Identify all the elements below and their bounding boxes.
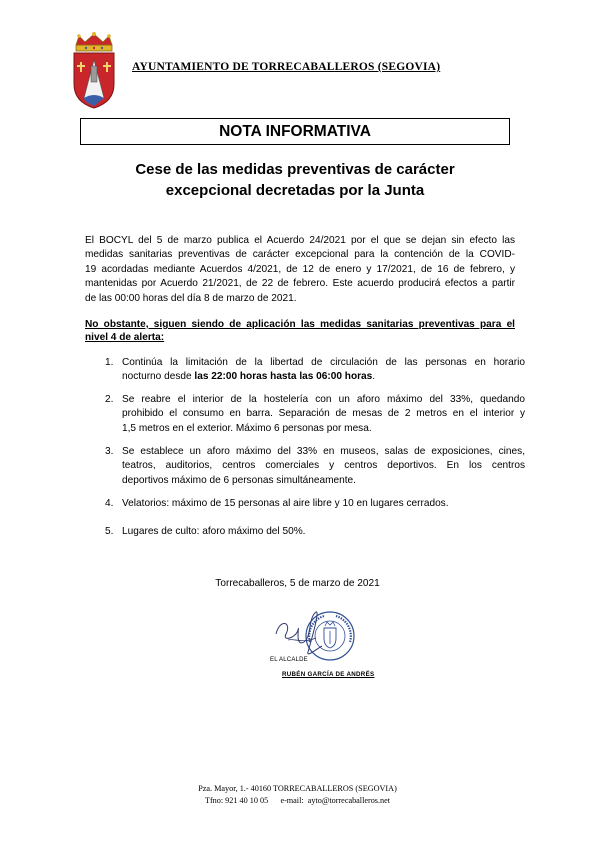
municipality-header: AYUNTAMIENTO DE TORRECABALLEROS (SEGOVIA) [132, 61, 441, 73]
coat-of-arms-icon [70, 32, 118, 110]
alert-level-notice [85, 318, 515, 344]
signer-name: RUBÉN GARCÍA DE ANDRÉS [282, 671, 375, 678]
main-heading-line: excepcional decretadas por la Junta [165, 182, 425, 199]
footer-contact: Tfno: 921 40 10 05 e-mail: ayto@torrecaballeros.net [204, 796, 391, 805]
intro-line: 19 acordadas mediante Acuerdos 4/2021, de 12 de enero y 17/2021, de 16 de febrero, y [85, 263, 515, 275]
document-type-title: NOTA INFORMATIVA [219, 122, 371, 140]
measure-number: 4. [105, 498, 114, 509]
measure-line: deportivos máximo de 6 personas simultáneamente. [122, 474, 356, 486]
intro-line: El BOCYL del 5 de marzo publica el Acuerdo 24/2021 por el que se dejan sin efecto las [85, 235, 515, 246]
measure-text: . [372, 371, 376, 383]
measure-line: Se reabre el interior de la hostelería con un aforo máximo del 33%, quedando [122, 394, 525, 405]
intro-line: de las 00:00 horas del día 8 de marzo de 2021. [85, 292, 297, 304]
notice-title-box [80, 118, 510, 145]
measure-line: prohibido el consumo en barra. Separación de mesas de 2 metros en el interior y [122, 408, 525, 420]
signer-title: EL ALCALDE [270, 657, 308, 663]
crown-icon [76, 32, 112, 51]
curfew-hours: las 22:00 horas hasta las 06:00 horas [194, 371, 373, 383]
measure-number: 2. [105, 394, 114, 405]
measure-number: 3. [105, 446, 114, 457]
measure-line [122, 370, 525, 384]
official-seal-icon [306, 612, 354, 660]
measure-number: 5. [105, 526, 114, 537]
notice-line: No obstante, siguen siendo de aplicación las medidas sanitarias preventivas para el [85, 319, 515, 330]
intro-line: mantenidas por Acuerdo 21/2021, de 22 de febrero. Este acuerdo producirá efectos a partir [85, 278, 515, 290]
measure-line: Velatorios: máximo de 15 personas al aire libre y 10 en lugares cerrados. [122, 498, 449, 509]
footer-address: Pza. Mayor, 1.- 40160 TORRECABALLEROS (SEGOVIA) [198, 784, 397, 793]
measure-number: 1. [105, 357, 114, 368]
measure-line: Lugares de culto: aforo máximo del 50%. [122, 526, 306, 537]
intro-line: medidas sanitarias preventivas de carácter excepcional para la contención de la COVID- [85, 249, 515, 261]
main-heading-line: Cese de las medidas preventivas de carácter [135, 161, 455, 178]
measure-line: teatros, auditorios, centros comerciales y centros deportivos. En los centros [122, 460, 525, 472]
main-heading [80, 159, 510, 201]
intro-paragraph [85, 234, 515, 306]
measure-line: 1,5 metros en el exterior. Máximo 6 personas por mesa. [122, 422, 372, 434]
measure-line: Continúa la limitación de la libertad de circulación de las personas en horario [122, 357, 525, 368]
measure-line: Se establece un aforo máximo del 33% en museos, salas de exposiciones, cines, [122, 446, 525, 457]
measure-text: nocturno desde [122, 371, 195, 383]
notice-line: nivel 4 de alerta: [85, 332, 165, 343]
place-and-date: Torrecaballeros, 5 de marzo de 2021 [215, 578, 380, 589]
